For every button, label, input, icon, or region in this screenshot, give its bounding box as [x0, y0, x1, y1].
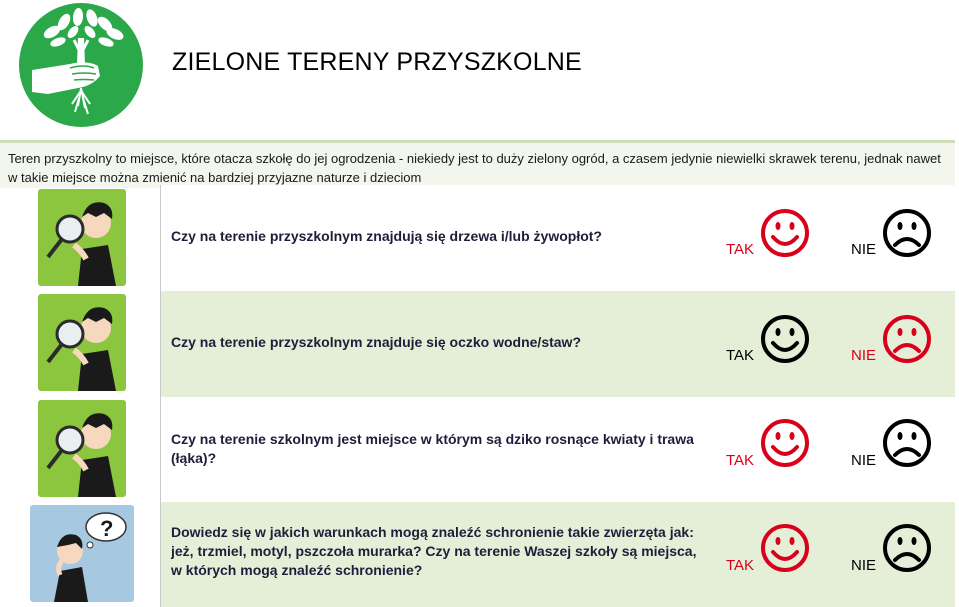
smiley-face-icon[interactable]	[759, 417, 811, 469]
no-label[interactable]: NIE	[851, 452, 877, 469]
yes-label[interactable]: TAK	[726, 347, 755, 364]
no-label[interactable]: NIE	[851, 557, 877, 574]
yes-label[interactable]: TAK	[726, 241, 755, 258]
magnifier-boy-icon	[38, 400, 126, 497]
yes-label[interactable]: TAK	[726, 557, 755, 574]
question-text: Czy na terenie przyszkolnym znajdują się drzewa i/lub żywopłot?	[171, 228, 602, 244]
sad-face-icon[interactable]	[881, 313, 933, 365]
smiley-face-icon[interactable]	[759, 313, 811, 365]
intro-panel	[0, 140, 955, 188]
thinking-boy-image	[30, 505, 134, 602]
sad-face-icon[interactable]	[881, 207, 933, 259]
question-row-4	[161, 502, 955, 607]
smiley-face-icon[interactable]	[759, 522, 811, 574]
thinking-boy-question-icon	[30, 505, 134, 602]
no-label[interactable]: NIE	[851, 347, 877, 364]
magnifier-boy-image	[38, 294, 126, 391]
magnifier-boy-image	[38, 400, 126, 497]
yes-label[interactable]: TAK	[726, 452, 755, 469]
sad-face-icon[interactable]	[881, 522, 933, 574]
hand-holding-tree-logo	[18, 2, 144, 128]
magnifier-boy-icon	[38, 189, 126, 286]
magnifier-boy-icon	[38, 294, 126, 391]
question-text: Czy na terenie przyszkolnym znajduje się oczko wodne/staw?	[171, 334, 581, 350]
svg-text:?: ?	[100, 516, 114, 541]
question-text: Dowiedz się w jakich warunkach mogą znaleźć schronienie takie zwierzęta jak: jeż, trzmiel, motyl, pszczoła murarka? Czy na terenie Waszej szkoły są miejsca, w których mogą znaleźć schronienie?	[171, 524, 697, 578]
question-text: Czy na terenie szkolnym jest miejsce w którym są dziko rosnące kwiaty i trawa (łąka)?	[171, 431, 694, 466]
question-row-1	[161, 185, 955, 291]
smiley-face-icon[interactable]	[759, 207, 811, 259]
sad-face-icon[interactable]	[881, 417, 933, 469]
magnifier-boy-image	[38, 189, 126, 286]
intro-text: Teren przyszkolny to miejsce, które otacza szkołę do jej ogrodzenia - niekiedy jest to duży zielony ogród, a czasem jedynie niewielki skrawek terenu, jednak nawet w takie miejsce można zmienić na bardziej przyjazne naturze i dzieciom	[8, 151, 941, 185]
question-row-3	[161, 397, 955, 503]
question-row-2	[161, 291, 955, 397]
no-label[interactable]: NIE	[851, 241, 877, 258]
page-title: ZIELONE TERENY PRZYSZKOLNE	[172, 48, 582, 76]
